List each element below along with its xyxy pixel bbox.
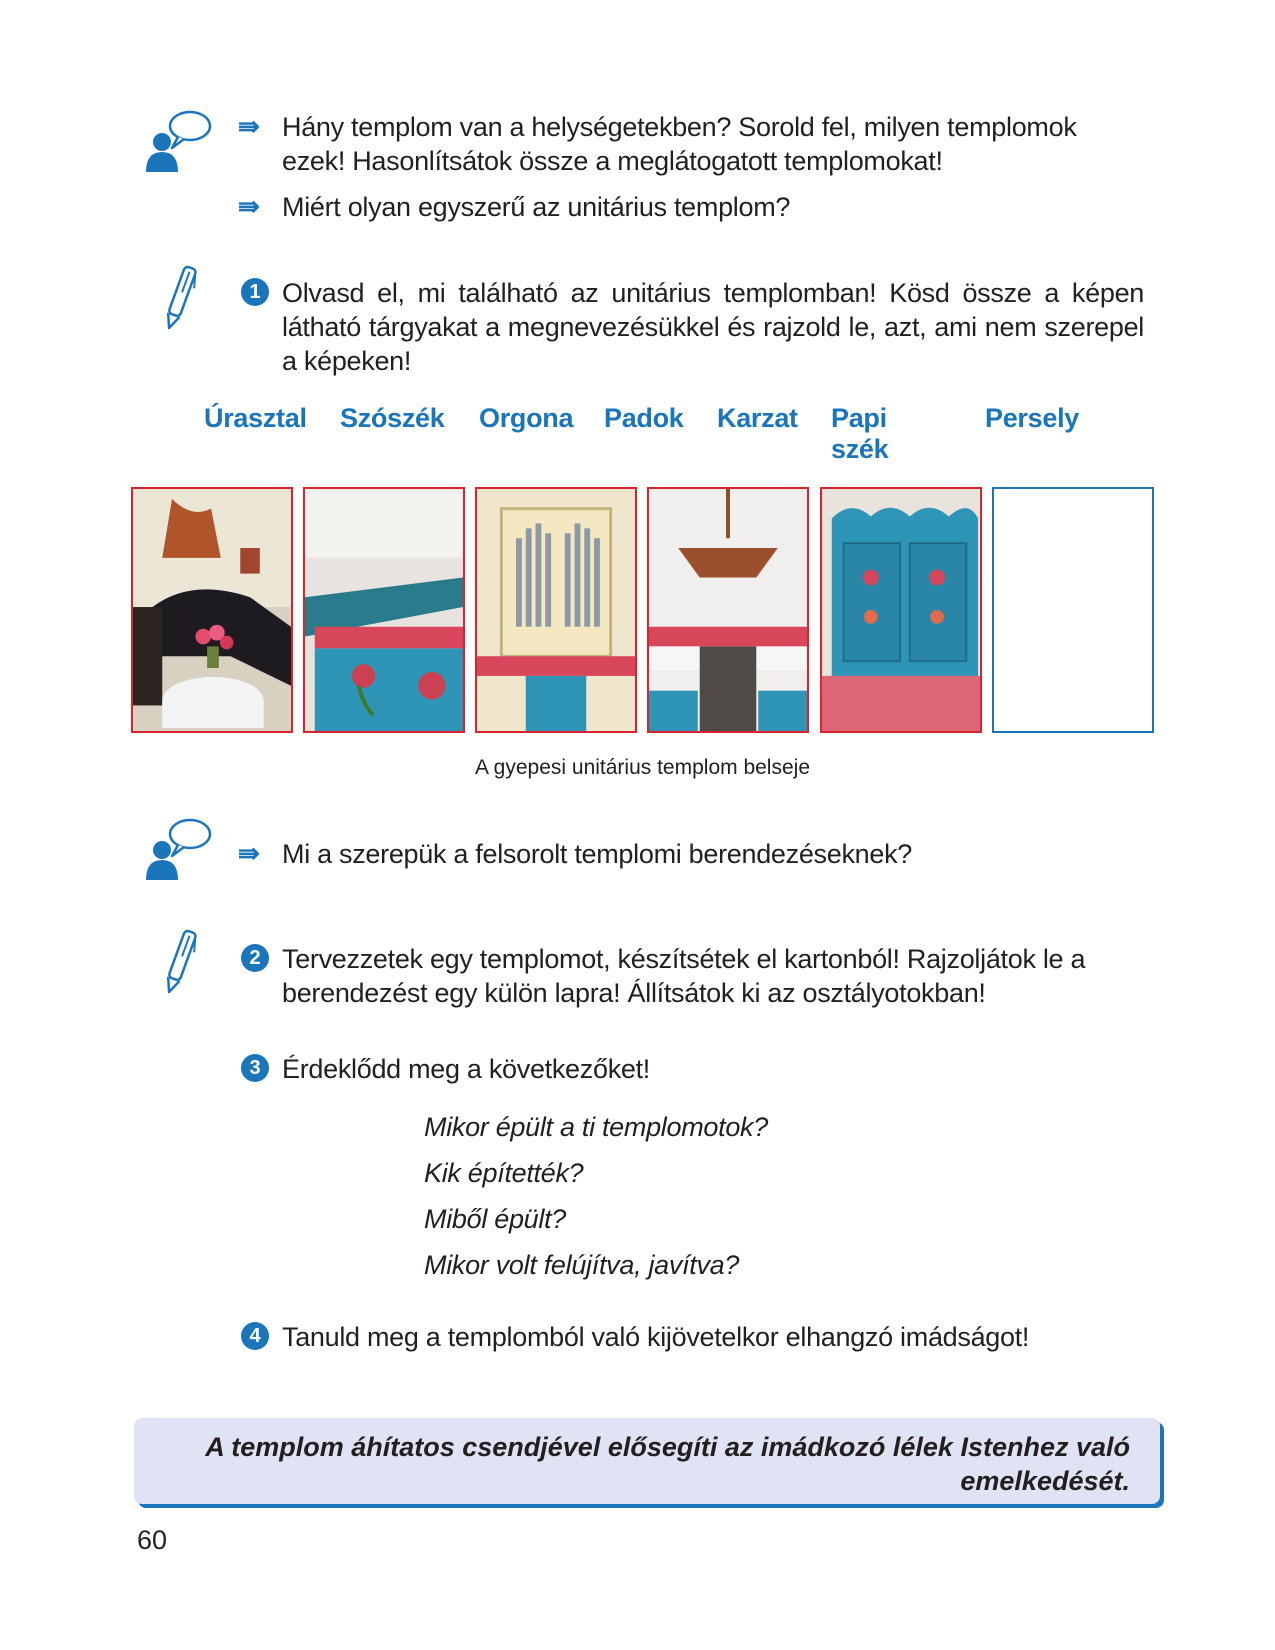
task-2-text: Tervezzetek egy templomot, készítsétek el kartonból! Rajzoljátok le a berendezést egy külön lapra! Állítsátok ki az osztályotokban! <box>282 944 1086 1008</box>
discussion-icon <box>142 106 214 172</box>
task-number-4: 4 <box>241 1322 269 1350</box>
photo-communion-table <box>131 487 293 733</box>
question-item: Mikor épült a ti templomotok? <box>424 1112 768 1142</box>
vocab-word: Padok <box>604 403 684 433</box>
pen-icon <box>160 926 200 998</box>
photo-organ <box>475 487 637 733</box>
quote-box <box>134 1418 1160 1504</box>
discussion-icon <box>142 814 214 880</box>
task-3-questions <box>424 1104 768 1288</box>
discussion-question-1: Hány templom van a helységetekben? Sorold fel, milyen templomok ezek! Hasonlítsátok össze a meglátogatott templomokat! <box>282 112 1077 176</box>
empty-drawing-box[interactable] <box>992 487 1154 733</box>
arrow-icon: ⇛ <box>238 191 260 221</box>
question-item: Miből épült? <box>424 1204 566 1234</box>
vocab-word: Papi szék <box>831 403 889 464</box>
photo-pastor-chair <box>820 487 982 733</box>
pen-icon <box>160 262 200 334</box>
discussion-question-3: Mi a szerepük a felsorolt templomi berendezéseknek? <box>282 839 913 869</box>
arrow-icon: ⇛ <box>238 838 260 868</box>
vocab-word: Persely <box>985 403 1079 433</box>
page-number: 60 <box>137 1525 168 1555</box>
vocab-word: Úrasztal <box>204 403 307 433</box>
task-number-3: 3 <box>241 1054 269 1082</box>
task-number-1: 1 <box>241 278 269 306</box>
task-1-text: Olvasd el, mi található az unitárius templomban! Kösd össze a képen látható tárgyakat a megnevezésükkel és rajzold le, azt, ami nem szerepel a képeken! <box>282 278 1144 376</box>
question-item: Mikor volt felújítva, javítva? <box>424 1250 740 1280</box>
discussion-question-2: Miért olyan egyszerű az unitárius templom? <box>282 192 791 222</box>
task-3-text: Érdeklődd meg a következőket! <box>282 1054 651 1084</box>
arrow-icon: ⇛ <box>238 111 260 141</box>
question-item: Kik építették? <box>424 1158 584 1188</box>
vocab-word: Orgona <box>479 403 574 433</box>
task-4-text: Tanuld meg a templomból való kijövetelkor elhangzó imádságot! <box>282 1322 1030 1352</box>
vocab-word: Szószék <box>340 403 445 433</box>
quote-text: A templom áhítatos csendjével elősegíti az imádkozó lélek Istenhez való emelkedését. <box>205 1432 1130 1496</box>
photo-gallery <box>647 487 809 733</box>
task-number-2: 2 <box>241 944 269 972</box>
photo-pews <box>303 487 465 733</box>
vocab-word: Karzat <box>717 403 798 433</box>
photos-caption: A gyepesi unitárius templom belseje <box>474 756 810 779</box>
